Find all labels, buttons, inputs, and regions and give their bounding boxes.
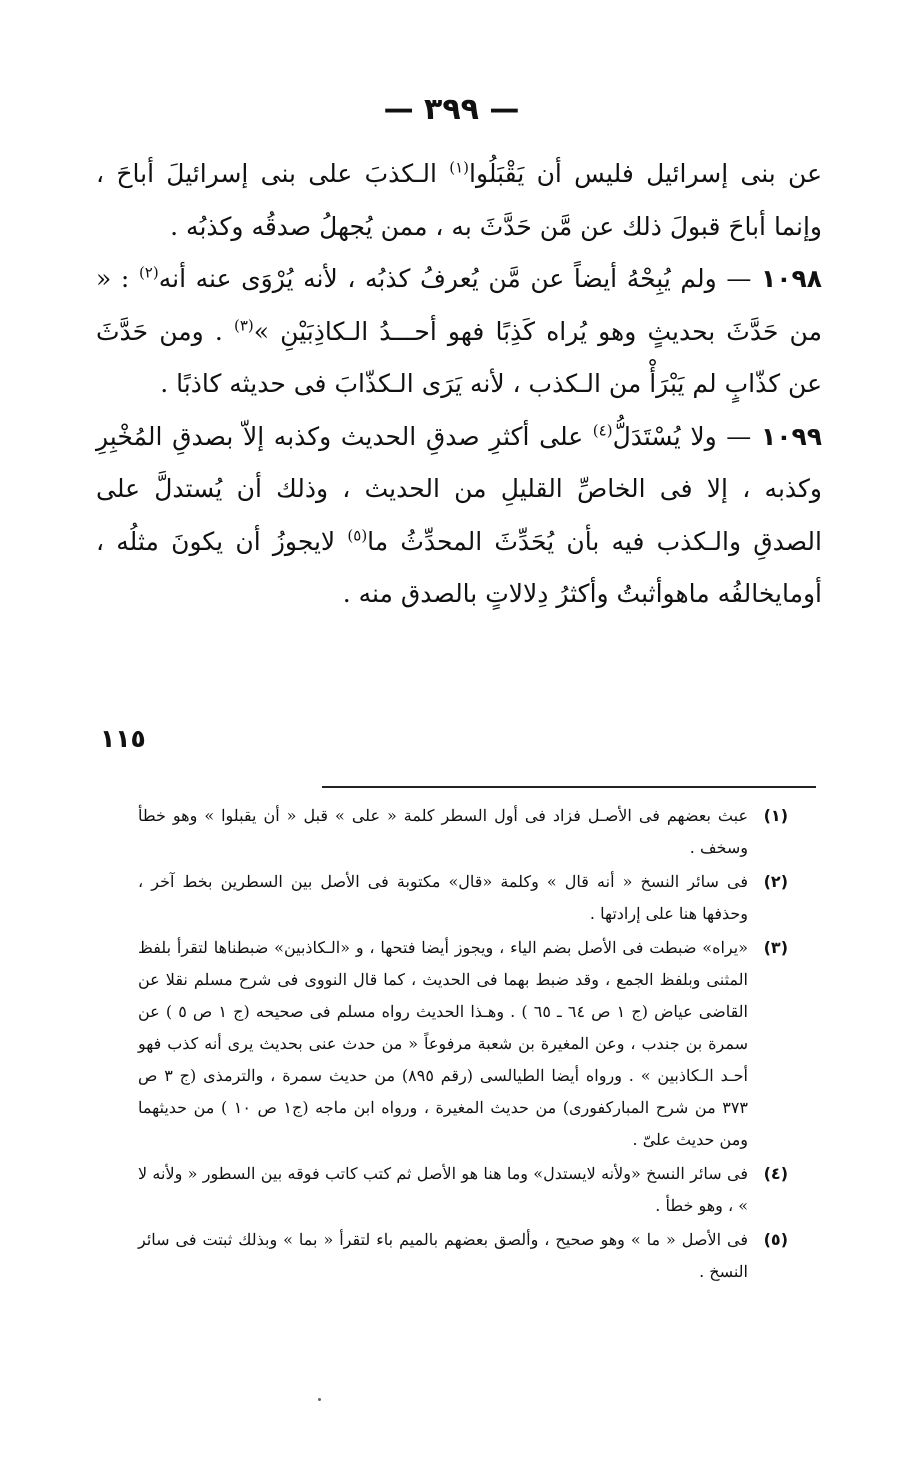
paragraph-1098 (96, 253, 822, 411)
paragraph-1099-text-b: على أكثرِ صدقِ الحديث وكذبه إلاّ بصدقِ المُخْبِرِ وكذبه ، إلا فى الخاصِّ القليلِ من الحديث ، وذلك أن يُستدلَّ على الصدقِ والـكذب فيه بأن يُحَدِّثَ المحدِّثُ ما (96, 421, 822, 556)
footnote-ref-1[interactable]: (١) (449, 158, 469, 177)
footnote-text: فى الأصل « ما » وهو صحيح ، وألصق بعضهم بالميم باء لتقرأ « بما » وبذلك ثبتت فى سائر النسخ . (138, 1230, 748, 1281)
main-text (96, 148, 822, 621)
footnote-number: (٤) (763, 1164, 788, 1183)
footnote-number: (٥) (763, 1230, 788, 1249)
footnote-5 (138, 1224, 788, 1288)
footnote-3 (138, 932, 788, 1156)
paragraph-1-text-a: عن بنى إسرائيل فليس أن يَقْبَلُوا (469, 159, 822, 188)
page-number: — ٣٩٩ — (383, 92, 520, 127)
paragraph-1098-text-a: — ولم يُبِحْهُ أيضاً عن مَّن يُعرفُ كذبُه ، لأنه يُرْوَى عنه أنه (158, 264, 761, 293)
paragraph-1099-text-c: لايجوزُ أن يكونَ مثلُه ، أومايخالفُه ماهوأثبتُ وأكثرُ دِلالاتٍ بالصدق منه . (96, 526, 822, 608)
footnote-number: (٣) (763, 938, 788, 957)
footnote-text: عبث بعضهم فى الأصـل فزاد فى أول السطر كلمة « على » قبل « أن يقبلوا » وهو خطأ وسخف . (138, 806, 748, 857)
footnote-text: فى سائر النسخ «ولأنه لايستدل» وما هنا هو الأصل ثم كتب كاتب فوقه بين السطور « ولأنه لا » ، وهو خطأ . (138, 1164, 748, 1215)
footnote-ref-3[interactable]: (٣) (233, 316, 254, 335)
footnote-2 (138, 866, 788, 930)
paragraph-1 (96, 148, 822, 253)
paragraph-1-text-b: الـكذبَ على بنى إسرائيلَ أباحَ ، وإنما أباحَ قبولَ ذلك عن مَّن حَدَّثَ به ، ممن يُجهلُ صدقُه وكذبُه . (96, 159, 822, 241)
footnote-4 (138, 1158, 788, 1222)
paragraph-1099-text-a: — ولا يُسْتَدَلُّ (612, 421, 761, 451)
footnote-ref-4[interactable]: (٤) (592, 421, 613, 440)
margin-number: ١١٥ (100, 724, 146, 753)
footnote-number: (١) (763, 806, 788, 825)
paper-speck (318, 1398, 321, 1401)
footnotes (138, 800, 788, 1290)
footnote-text: فى سائر النسخ « أنه قال » وكلمة «قال» مكتوبة فى الأصل بين السطرين بخط آخر ، وحذفها هنا على إرادتها . (138, 872, 748, 923)
paragraph-1098-text-c: . ومن حَدَّثَ عن كذّابٍ لم يَبْرَأْ من الـكذب ، لأنه يَرَى الـكذّابَ فى حديثه كاذبًا . (96, 316, 822, 398)
footnote-text: «يراه» ضبطت فى الأصل بضم الياء ، ويجوز أيضا فتحها ، و «الـكاذبين» ضبطناها لتقرأ بلفظ المثنى وبلفظ الجمع ، وقد ضبط بهما فى الحديث ، كما قال النووى فى شرح مسلم نقلا عن القاضى عياض (ج ١ ص ٦٤ ـ ٦٥ ) . وهـذا الحديث رواه مسلم فى صحيحه (ج ١ ص ٥ ) عن سمرة بن جندب ، وعن المغيرة بن شعبة مرفوعاً « من حدث عنى بحديث يرى أنه كذب فهو أحـد الـكاذبين » . ورواه أيضا الطيالسى (رقم ٨٩٥) من حديث سمرة ، والترمذى (ج ٣ ص ٣٧٣ من شرح المباركفورى) من حديث المغيرة ، ورواه ابن ماجه (ج١ ص ١٠ ) من حديثهما ومن حديث علىّ . (138, 938, 748, 1149)
footnote-1 (138, 800, 788, 864)
footnote-ref-2[interactable]: (٢) (138, 263, 159, 282)
paragraph-1098-text-b: : « من حَدَّثَ بحديثٍ وهو يُراه كَذِبًا فهو أحـــدُ الـكاذِبَيْنِ » (96, 264, 822, 346)
paragraph-1099 (96, 411, 822, 621)
paragraph-number-1099: ١٠٩٩ (760, 421, 822, 451)
footnote-number: (٢) (763, 872, 788, 891)
paragraph-number-1098: ١٠٩٨ (760, 264, 822, 293)
footnote-divider (322, 786, 816, 788)
footnote-ref-5[interactable]: (٥) (347, 526, 368, 545)
